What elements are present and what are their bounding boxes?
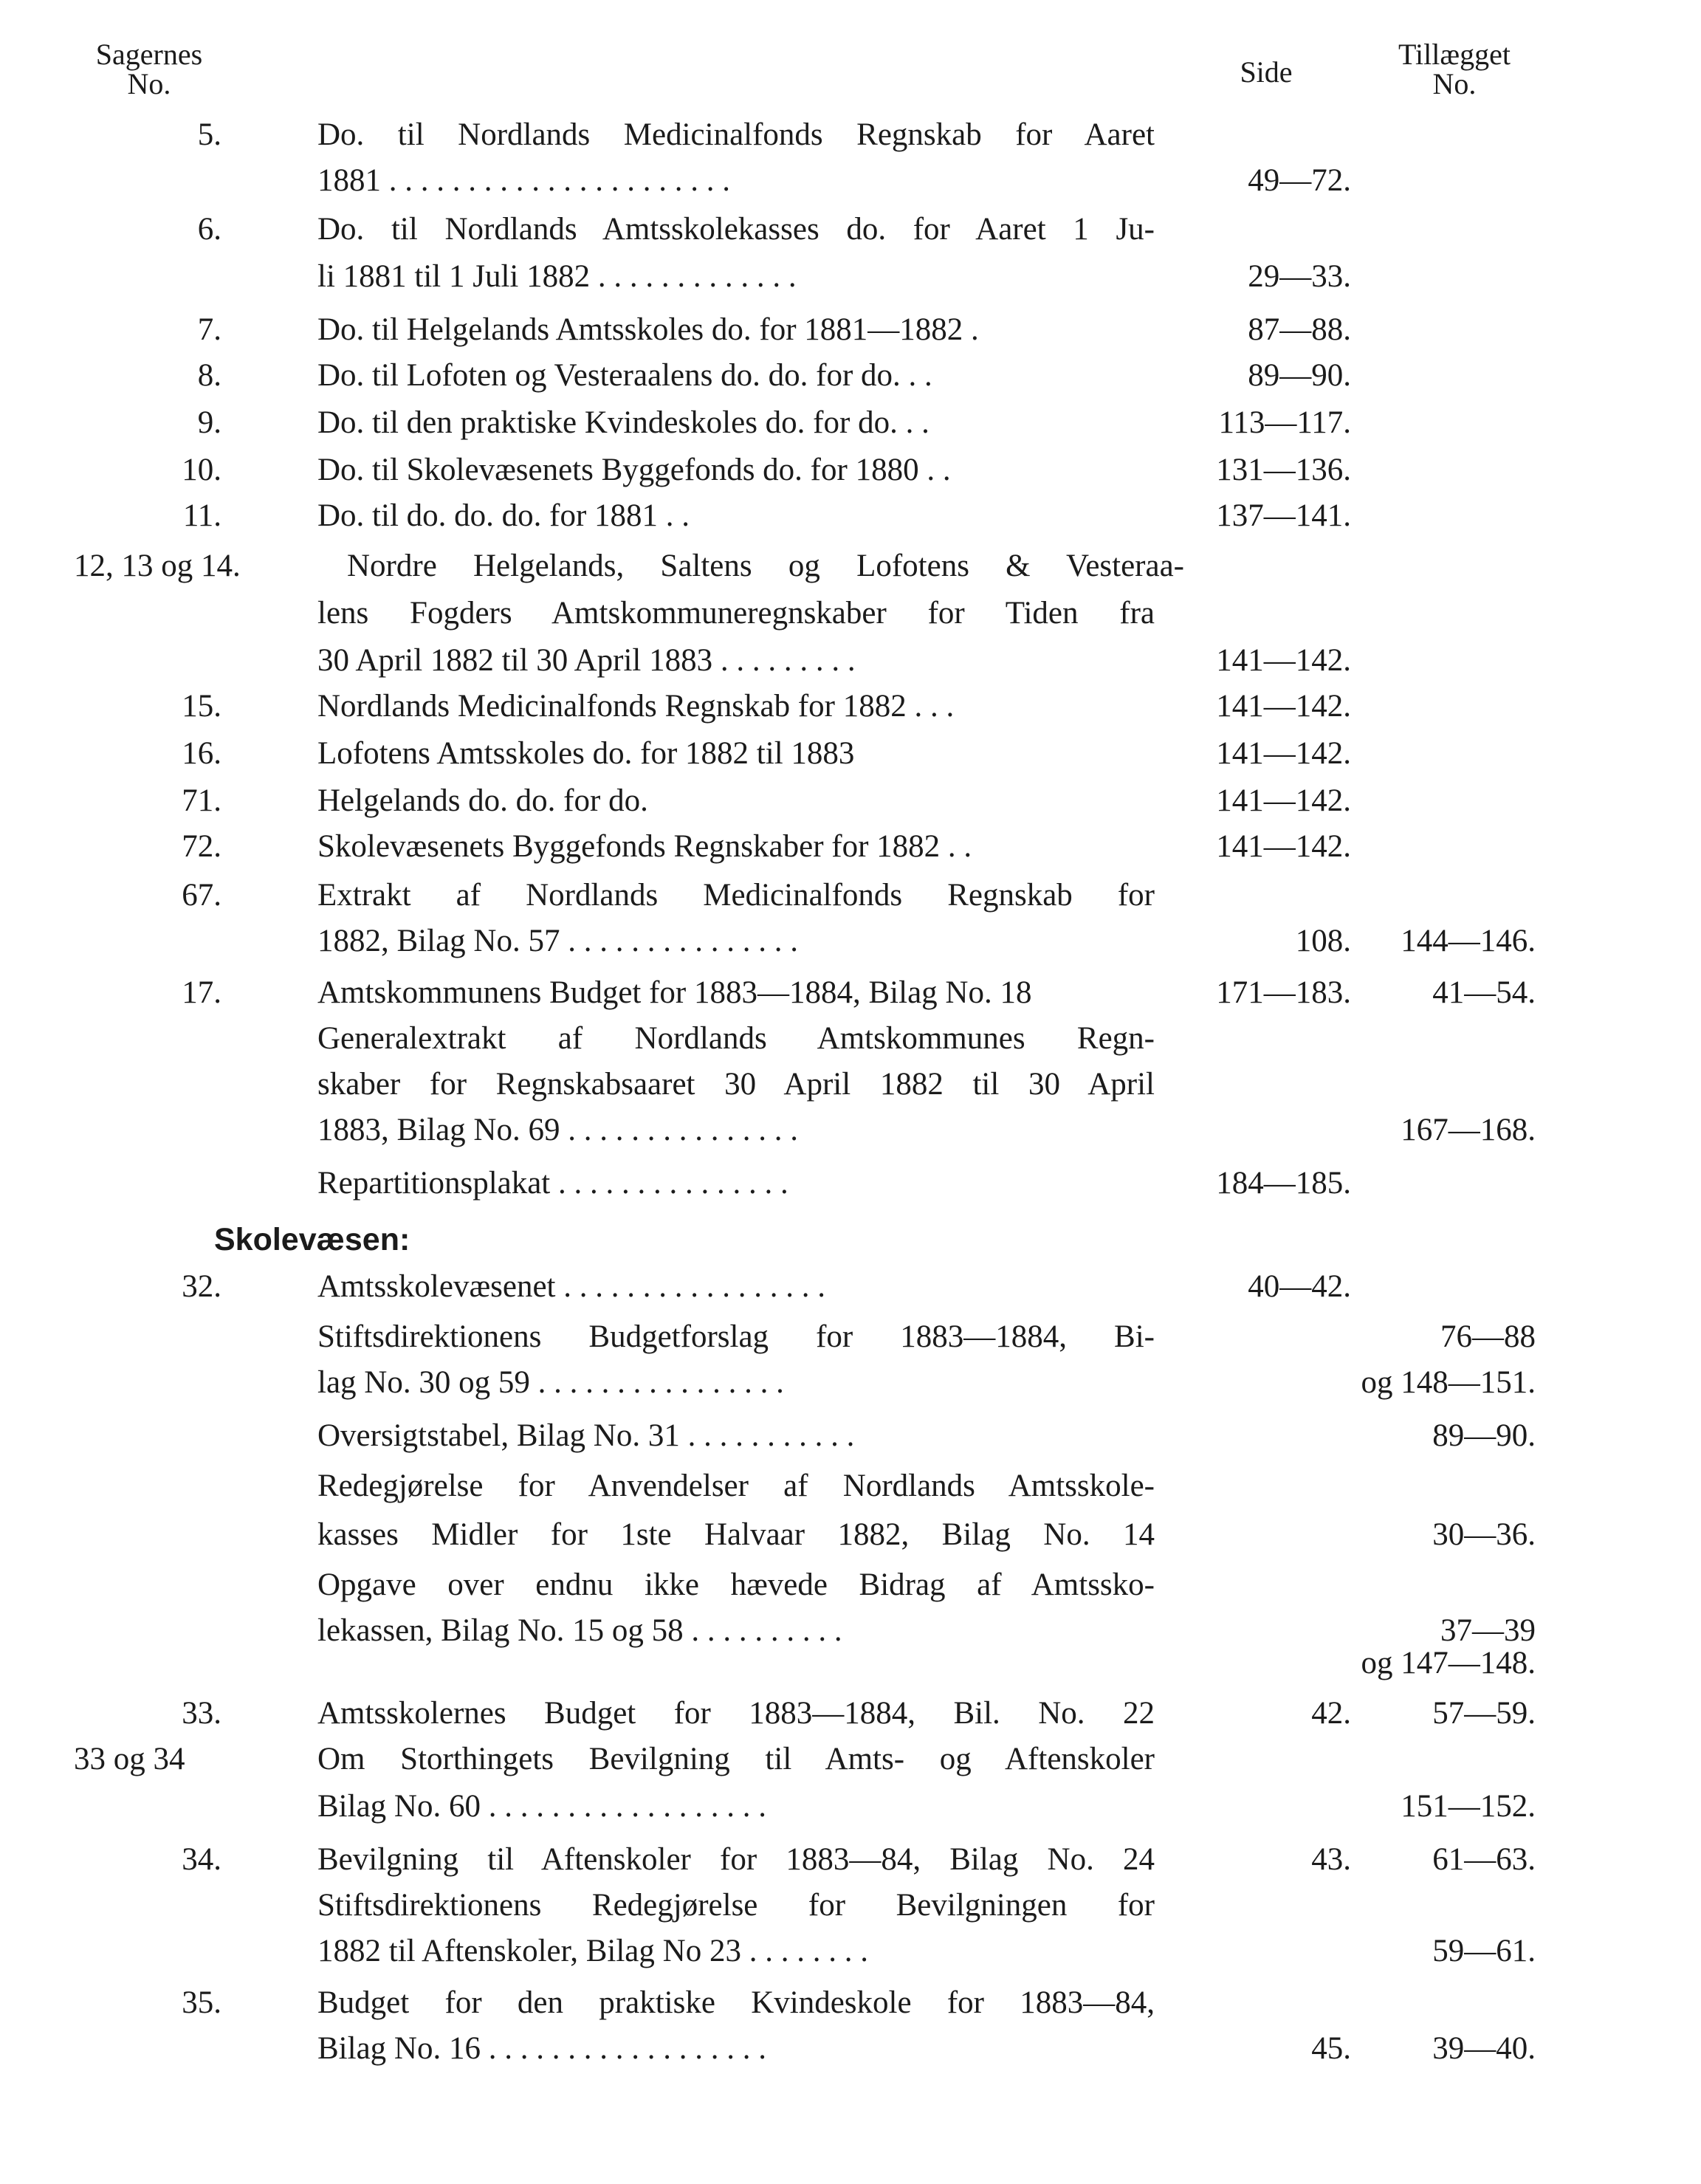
page-ref-side: 141—142. xyxy=(1216,689,1351,724)
page-ref-supplement: 41—54. xyxy=(1432,975,1536,1010)
entry-text: Bilag No. 16 . . . . . . . . . . . . . . . . . . xyxy=(317,2031,766,2066)
index-entry-row xyxy=(0,399,1701,447)
index-entry-row xyxy=(0,253,1701,301)
entry-text: Amtskommunens Budget for 1883—1884, Bilag No. 18 xyxy=(317,975,1032,1010)
page-ref-supplement: 30—36. xyxy=(1432,1517,1536,1552)
page-ref-side: 141—142. xyxy=(1216,783,1351,818)
case-number: 33 og 34 xyxy=(74,1742,185,1776)
index-entry-row xyxy=(0,1060,1701,1109)
entry-text: Oversigtstabel, Bilag No. 31 . . . . . . . . . . . xyxy=(317,1418,855,1453)
header-side-label: Side xyxy=(1240,55,1293,89)
case-number: 15. xyxy=(182,689,221,724)
page-ref-side: 42. xyxy=(1311,1696,1351,1731)
entry-text: 1881 . . . . . . . . . . . . . . . . . . . . . . xyxy=(317,163,730,198)
index-entry-row xyxy=(0,777,1701,825)
page-ref-supplement: 167—168. xyxy=(1401,1113,1536,1147)
index-entry-row xyxy=(0,1412,1701,1460)
header-supplement-no xyxy=(1373,40,1536,99)
page-ref-side: 184—185. xyxy=(1216,1166,1351,1201)
case-number: 11. xyxy=(182,498,221,533)
case-number: 9. xyxy=(197,405,221,440)
entry-text: Stiftsdirektionens Budgetforslag for 1883—1884, Bi- xyxy=(317,1319,1155,1354)
page-ref-supplement: 144—146. xyxy=(1401,924,1536,958)
index-entry-row xyxy=(0,1927,1701,1976)
case-number: 16. xyxy=(182,736,221,771)
page-ref-side: 141—142. xyxy=(1216,736,1351,771)
entry-text: Opgave over endnu ikke hævede Bidrag af Amtssko- xyxy=(317,1567,1155,1602)
index-entry-row xyxy=(0,682,1701,731)
page-ref-side: 87—88. xyxy=(1248,312,1351,347)
entry-text: Do. til Lofoten og Vesteraalens do. do. for do. . . xyxy=(317,358,932,393)
index-entry-row xyxy=(0,1782,1701,1831)
page-ref-supplement: 76—88 xyxy=(1440,1319,1536,1354)
entry-text: Do. til Nordlands Medicinalfonds Regnskab for Aaret xyxy=(317,117,1155,152)
index-entry-row xyxy=(0,1735,1701,1784)
entry-text: Amtsskolevæsenet . . . . . . . . . . . . . . . . . xyxy=(317,1269,825,1304)
entry-text: skaber for Regnskabsaaret 30 April 1882 til 30 April xyxy=(317,1067,1155,1102)
case-number: 5. xyxy=(197,117,221,152)
entry-text: Do. til Skolevæsenets Byggefonds do. for 1880 . . xyxy=(317,453,951,487)
index-entry-row xyxy=(0,1511,1701,1559)
entry-text: Stiftsdirektionens Redegjørelse for Bevilgningen for xyxy=(317,1888,1155,1923)
case-number: 71. xyxy=(182,783,221,818)
page-ref-supplement: og 147—148. xyxy=(1361,1646,1536,1680)
page-ref-side: 40—42. xyxy=(1248,1269,1351,1304)
page-ref-side: 141—142. xyxy=(1216,829,1351,864)
entry-text: 1882, Bilag No. 57 . . . . . . . . . . . . . . . xyxy=(317,924,798,958)
page-ref-supplement: 57—59. xyxy=(1432,1696,1536,1731)
entry-text: Extrakt af Nordlands Medicinalfonds Regnskab for xyxy=(317,878,1155,913)
entry-text: Om Storthingets Bevilgning til Amts- og Aftenskoler xyxy=(317,1742,1155,1776)
header-case-no xyxy=(83,40,216,99)
page-ref-side: 108. xyxy=(1295,924,1351,958)
case-number: 12, 13 og 14. xyxy=(74,549,241,583)
case-number: 67. xyxy=(182,878,221,913)
index-entry-row xyxy=(0,1561,1701,1610)
entry-text: Do. til Helgelands Amtsskoles do. for 1881—1882 . xyxy=(317,312,979,347)
index-entry-row xyxy=(0,351,1701,400)
index-entry-row xyxy=(0,492,1701,540)
entry-text: lekassen, Bilag No. 15 og 58 . . . . . . . . . . xyxy=(317,1613,842,1648)
entry-text: Budget for den praktiske Kvindeskole for 1883—84, xyxy=(317,1985,1155,2020)
page-ref-supplement: 151—152. xyxy=(1401,1789,1536,1824)
index-entry-row xyxy=(0,1462,1701,1511)
entry-text: Bilag No. 60 . . . . . . . . . . . . . . . . . . xyxy=(317,1789,766,1824)
entry-text: Bevilgning til Aftenskoler for 1883—84, Bilag No. 24 xyxy=(317,1842,1155,1877)
page-ref-side: 113—117. xyxy=(1218,405,1351,440)
entry-text: Helgelands do. do. for do. xyxy=(317,783,648,818)
index-entry-row xyxy=(0,1359,1701,1407)
case-number: 8. xyxy=(197,358,221,393)
index-entry-row xyxy=(0,871,1701,920)
page-ref-side: 131—136. xyxy=(1216,453,1351,487)
case-number: 17. xyxy=(182,975,221,1010)
index-entry-row xyxy=(0,1106,1701,1155)
page-ref-supplement: og 148—151. xyxy=(1361,1365,1536,1400)
case-number: 7. xyxy=(197,312,221,347)
entry-text: Nordlands Medicinalfonds Regnskab for 1882 . . . xyxy=(317,689,955,724)
entry-text: kasses Midler for 1ste Halvaar 1882, Bilag No. 14 xyxy=(317,1517,1155,1552)
header-supplement-line2: No. xyxy=(1432,67,1477,100)
entry-text: Do. til den praktiske Kvindeskoles do. for do. . . xyxy=(317,405,929,440)
index-entry-row xyxy=(0,1313,1701,1361)
page-ref-side: 29—33. xyxy=(1248,259,1351,294)
case-number: 35. xyxy=(182,1985,221,2020)
index-entry-row xyxy=(0,446,1701,495)
index-entry-row xyxy=(0,589,1701,638)
case-number: 10. xyxy=(182,453,221,487)
index-entry-row xyxy=(0,111,1701,159)
page-ref-supplement: 89—90. xyxy=(1432,1418,1536,1453)
index-entry-row xyxy=(0,1263,1701,1311)
case-number: 32. xyxy=(182,1269,221,1304)
index-entry-row xyxy=(0,636,1701,685)
index-entry-row xyxy=(0,1979,1701,2027)
page-ref-supplement: 39—40. xyxy=(1432,2031,1536,2066)
header-supplement-line1: Tillægget xyxy=(1398,38,1511,71)
header-side xyxy=(1218,55,1314,89)
entry-text: Lofotens Amtsskoles do. for 1882 til 1883 xyxy=(317,736,855,771)
entry-text: lens Fogders Amtskommuneregnskaber for Tiden fra xyxy=(317,596,1155,631)
case-number: 72. xyxy=(182,829,221,864)
case-number: 6. xyxy=(197,212,221,247)
page-ref-supplement: 61—63. xyxy=(1432,1842,1536,1877)
entry-text: 1883, Bilag No. 69 . . . . . . . . . . . . . . . xyxy=(317,1113,798,1147)
page-ref-side: 49—72. xyxy=(1248,163,1351,198)
index-entry-row xyxy=(0,969,1701,1017)
page-ref-side: 137—141. xyxy=(1216,498,1351,533)
index-entry-row xyxy=(0,729,1701,778)
header-case-no-line1: Sagernes xyxy=(95,38,203,71)
entry-text: lag No. 30 og 59 . . . . . . . . . . . . . . . . xyxy=(317,1365,784,1400)
page-ref-supplement: 59—61. xyxy=(1432,1934,1536,1968)
entry-text: Skolevæsenets Byggefonds Regnskaber for 1882 . . xyxy=(317,829,972,864)
page-ref-side: 43. xyxy=(1311,1842,1351,1877)
case-number: 33. xyxy=(182,1696,221,1731)
entry-text: Amtsskolernes Budget for 1883—1884, Bil. No. 22 xyxy=(317,1696,1155,1731)
section-heading-row xyxy=(0,1215,1701,1264)
entry-text: 1882 til Aftenskoler, Bilag No 23 . . . . . . . . xyxy=(317,1934,868,1968)
entry-text: Redegjørelse for Anvendelser af Nordlands Amtsskole- xyxy=(317,1469,1155,1503)
index-entry-row xyxy=(0,1014,1701,1063)
page-ref-side: 141—142. xyxy=(1216,643,1351,678)
page-ref-side: 45. xyxy=(1311,2031,1351,2066)
entry-text: Nordre Helgelands, Saltens og Lofotens & Vesteraa- xyxy=(347,549,1184,583)
entry-text: li 1881 til 1 Juli 1882 . . . . . . . . . . . . . xyxy=(317,259,797,294)
entry-text: Repartitionsplakat . . . . . . . . . . . . . . . xyxy=(317,1166,788,1201)
entry-text: Do. til do. do. do. for 1881 . . xyxy=(317,498,690,533)
page-ref-side: 171—183. xyxy=(1216,975,1351,1010)
page-ref-side: 89—90. xyxy=(1248,358,1351,393)
index-entry-row xyxy=(0,542,1701,591)
index-entry-row xyxy=(0,157,1701,205)
index-entry-row xyxy=(0,306,1701,354)
index-entry-row xyxy=(0,205,1701,254)
index-entry-row xyxy=(0,1159,1701,1208)
entry-text: Do. til Nordlands Amtsskolekasses do. for Aaret 1 Ju- xyxy=(317,212,1155,247)
index-entry-row xyxy=(0,917,1701,966)
entry-text: Generalextrakt af Nordlands Amtskommunes Regn- xyxy=(317,1021,1155,1056)
index-entry-row xyxy=(0,1639,1701,1688)
case-number: 34. xyxy=(182,1842,221,1877)
entry-text: 30 April 1882 til 30 April 1883 . . . . . . . . . xyxy=(317,643,856,678)
index-entry-row xyxy=(0,1881,1701,1930)
page-ref-supplement: 37—39 xyxy=(1440,1613,1536,1648)
index-entry-row xyxy=(0,1836,1701,1884)
index-entry-row xyxy=(0,823,1701,871)
index-entry-row xyxy=(0,2025,1701,2073)
header-case-no-line2: No. xyxy=(127,67,171,100)
section-heading: Skolevæsen: xyxy=(214,1222,410,1257)
index-entry-row xyxy=(0,1689,1701,1738)
